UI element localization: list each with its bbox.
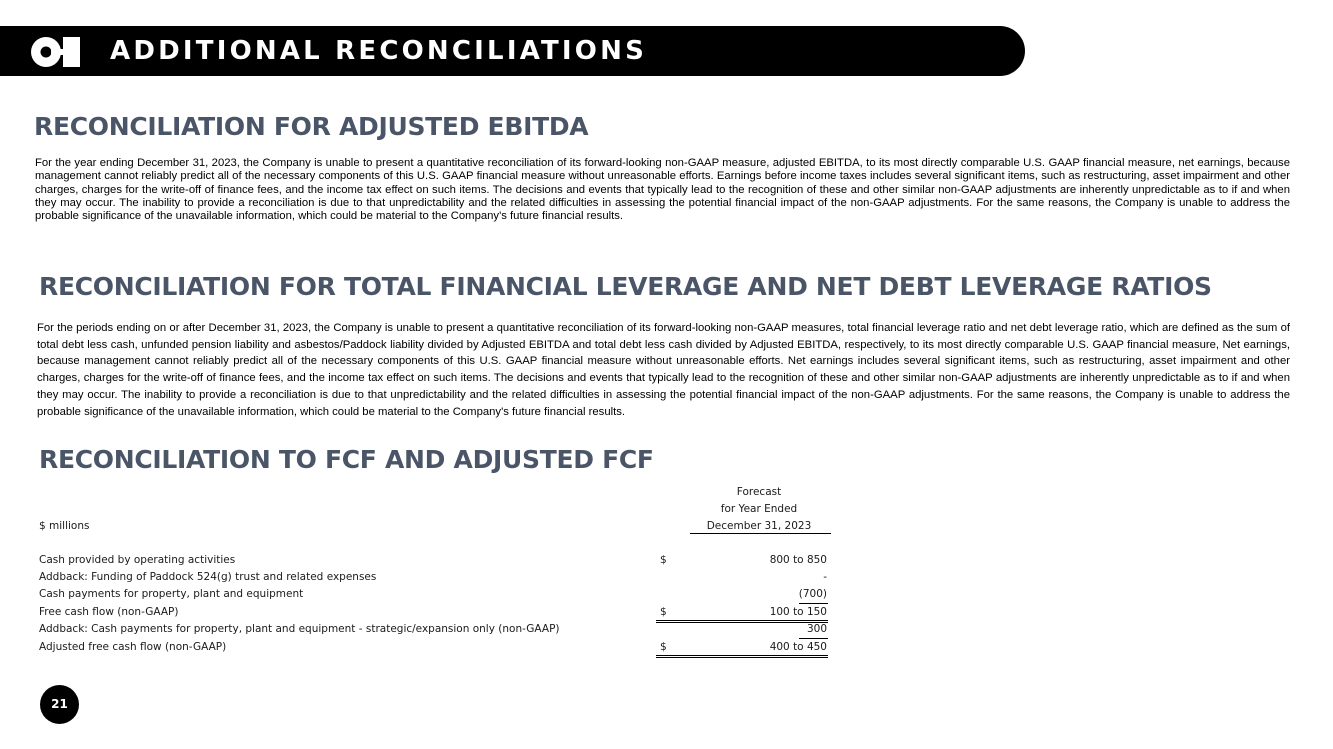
row-value: 100 to 150 xyxy=(769,606,827,618)
row-label: Cash provided by operating activities xyxy=(39,554,236,566)
column-header-line-3: December 31, 2023 xyxy=(706,520,812,532)
row-value: 400 to 450 xyxy=(769,641,827,653)
column-header-line-2: for Year Ended xyxy=(720,503,798,515)
table-row xyxy=(39,586,839,603)
table-row xyxy=(39,604,839,621)
row-label: Free cash flow (non-GAAP) xyxy=(39,606,179,618)
o-i-logo-icon xyxy=(30,36,82,68)
section-heading-leverage: RECONCILIATION FOR TOTAL FINANCIAL LEVERAGE AND NET DEBT LEVERAGE RATIOS xyxy=(39,272,1212,301)
row-label: Addback: Cash payments for property, plant and equipment - strategic/expansion only (non-GAAP) xyxy=(39,623,560,635)
double-rule-top xyxy=(656,655,828,656)
row-currency: $ xyxy=(660,554,667,566)
row-value: - xyxy=(823,571,827,583)
row-value: 800 to 850 xyxy=(769,554,827,566)
row-value: (700) xyxy=(798,588,827,600)
row-currency: $ xyxy=(660,606,667,618)
table-row xyxy=(39,621,839,638)
table-row xyxy=(39,569,839,586)
units-label: $ millions xyxy=(39,520,90,532)
section-heading-fcf: RECONCILIATION TO FCF AND ADJUSTED FCF xyxy=(39,445,654,474)
double-rule-bottom xyxy=(656,657,828,658)
header-underline xyxy=(690,533,831,534)
row-label: Adjusted free cash flow (non-GAAP) xyxy=(39,641,227,653)
row-label: Addback: Funding of Paddock 524(g) trust and related expenses xyxy=(39,571,377,583)
row-currency: $ xyxy=(660,641,667,653)
page-number: 21 xyxy=(40,685,79,724)
ebitda-paragraph: For the year ending December 31, 2023, the Company is unable to present a quantitative reconciliation of its forward-looking non-GAAP measure, adjusted EBITDA, to its most directly comparable U.S. GAAP financial measure, net earnings, because management cannot reliably predict all of the necessary components of this U.S. GAAP financial measure without unreasonable efforts. Earnings before income taxes includes several significant items, such as restructuring, asset impairment and other charges, charges for the write-off of finance fees, and the income tax effect on such items. The decisions and events that typically lead to the recognition of these and other similar non-GAAP adjustments are inherently unpredictable as to if and when they may occur. The inability to provide a reconciliation is due to that unpredictability and the related difficulties in assessing the potential financial impact of the non-GAAP adjustments. For the same reasons, the Company is unable to address the probable significance of the unavailable information, which could be material to the Company's future financial results. xyxy=(35,157,1290,223)
row-label: Cash payments for property, plant and equipment xyxy=(39,588,304,600)
column-header-line-1: Forecast xyxy=(736,486,782,498)
leverage-paragraph: For the periods ending on or after December 31, 2023, the Company is unable to present a quantitative reconciliation of its forward-looking non-GAAP measures, total financial leverage ratio and net debt leverage ratio, which are defined as the sum of total debt less cash, unfunded pension liability and asbestos/Paddock liability divided by Adjusted EBITDA and total debt less cash divided by Adjusted EBITDA, respectively, to its most directly comparable U.S. GAAP financial measure, Net earnings, because management cannot reliably predict all of the necessary components of this U.S. GAAP financial measure without unreasonable efforts. Net earnings includes several significant items, such as restructuring, asset impairment and other charges, charges for the write-off of finance fees, and the income tax effect on such items. The decisions and events that typically lead to the recognition of these and other similar non-GAAP adjustments are inherently unpredictable as to if and when they may occur. The inability to provide a reconciliation is due to that unpredictability and the related difficulties in assessing the potential financial impact of the non-GAAP adjustments. For the same reasons, the Company is unable to address the probable significance of the unavailable information, which could be material to the Company's future financial results. xyxy=(37,322,1290,418)
table-row xyxy=(39,552,839,569)
page-title: ADDITIONAL RECONCILIATIONS xyxy=(110,36,647,66)
row-value: 300 xyxy=(806,623,827,635)
table-row xyxy=(39,639,839,656)
section-heading-ebitda: RECONCILIATION FOR ADJUSTED EBITDA xyxy=(34,112,589,141)
